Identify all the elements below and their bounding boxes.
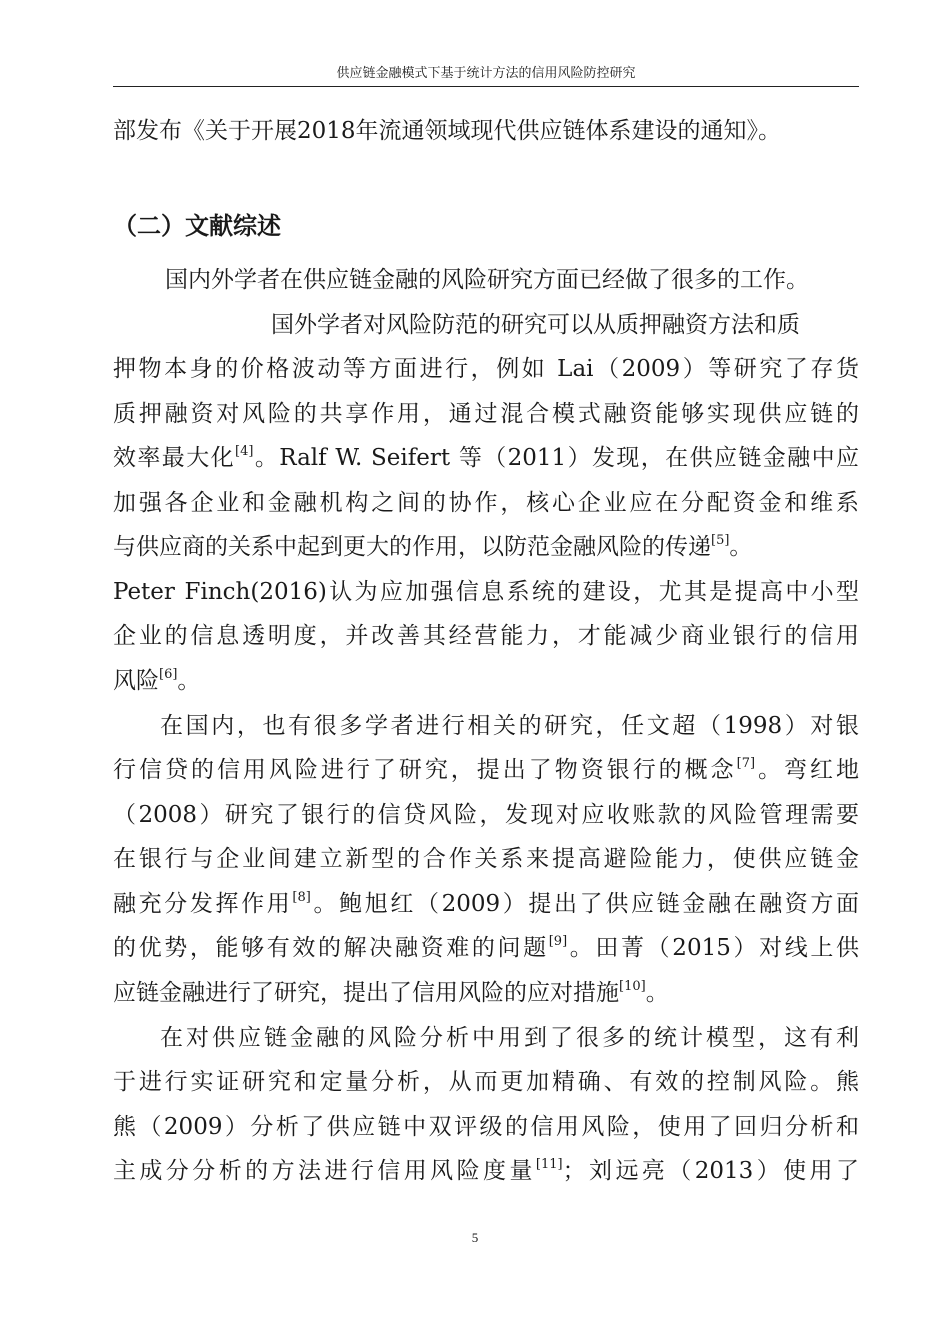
section-heading: （二）文献综述 xyxy=(113,212,281,240)
text-line: 在银行与企业间建立新型的合作关系来提高避险能力，使供应链金 xyxy=(113,846,859,872)
text-line: 企业的信息透明度，并改善其经营能力，才能减少商业银行的信用 xyxy=(113,623,859,649)
text-line: 质押融资对风险的共享作用，通过混合模式融资能够实现供应链的 xyxy=(113,401,859,427)
citation: [4] xyxy=(235,444,254,459)
citation: [10] xyxy=(619,979,646,994)
citation: [8] xyxy=(292,890,311,905)
text-line: 熊（2009）分析了供应链中双评级的信用风险，使用了回归分析和 xyxy=(113,1114,859,1140)
citation: [7] xyxy=(736,756,756,771)
text-line: 国外学者对风险防范的研究可以从质押融资方法和质 xyxy=(271,312,800,338)
text-line: 风险[6]。 xyxy=(113,667,201,694)
citation: [6] xyxy=(159,667,178,682)
text-line: 于进行实证研究和定量分析，从而更加精确、有效的控制风险。熊 xyxy=(113,1069,859,1095)
text-line: 国内外学者在供应链金融的风险研究方面已经做了很多的工作。 xyxy=(165,267,809,293)
text-line: 应链金融进行了研究，提出了信用风险的应对措施[10]。 xyxy=(113,979,669,1006)
text-line: Peter Finch(2016)认为应加强信息系统的建设，尤其是提高中小型 xyxy=(113,579,859,605)
text-line: （2008）研究了银行的信贷风险，发现对应收账款的风险管理需要 xyxy=(113,802,859,828)
text-line: 融充分发挥作用[8]。鲍旭红（2009）提出了供应链金融在融资方面 xyxy=(113,890,859,917)
text-line: 效率最大化[4]。Ralf W. Seifert 等（2011）发现，在供应链金融中应 xyxy=(113,444,859,471)
text-line: 在国内，也有很多学者进行相关的研究，任文超（1998）对银 xyxy=(160,713,859,739)
running-title: 供应链金融模式下基于统计方法的信用风险防控研究 xyxy=(336,66,636,81)
text-line: 加强各企业和金融机构之间的协作，核心企业应在分配资金和维系 xyxy=(113,490,859,516)
text-line: 与供应商的关系中起到更大的作用，以防范金融风险的传递[5]。 xyxy=(113,533,753,560)
text-line: 行信贷的信用风险进行了研究，提出了物资银行的概念[7]。弯红地 xyxy=(113,756,860,783)
text-line: 部发布《关于开展2018年流通领域现代供应链体系建设的通知》。 xyxy=(113,118,782,144)
citation: [11] xyxy=(535,1157,563,1172)
text-line: 的优势，能够有效的解决融资难的问题[9]。田菁（2015）对线上供 xyxy=(113,934,859,961)
citation: [9] xyxy=(548,934,568,949)
text-line: 在对供应链金融的风险分析中用到了很多的统计模型，这有利 xyxy=(160,1025,859,1051)
citation: [5] xyxy=(711,533,730,548)
running-header xyxy=(113,64,859,87)
text-line: 押物本身的价格波动等方面进行，例如 Lai（2009）等研究了存货 xyxy=(113,356,859,382)
page-number: 5 xyxy=(471,1230,479,1245)
text-line: 主成分分析的方法进行信用风险度量[11]；刘远亮（2013）使用了 xyxy=(113,1157,859,1184)
